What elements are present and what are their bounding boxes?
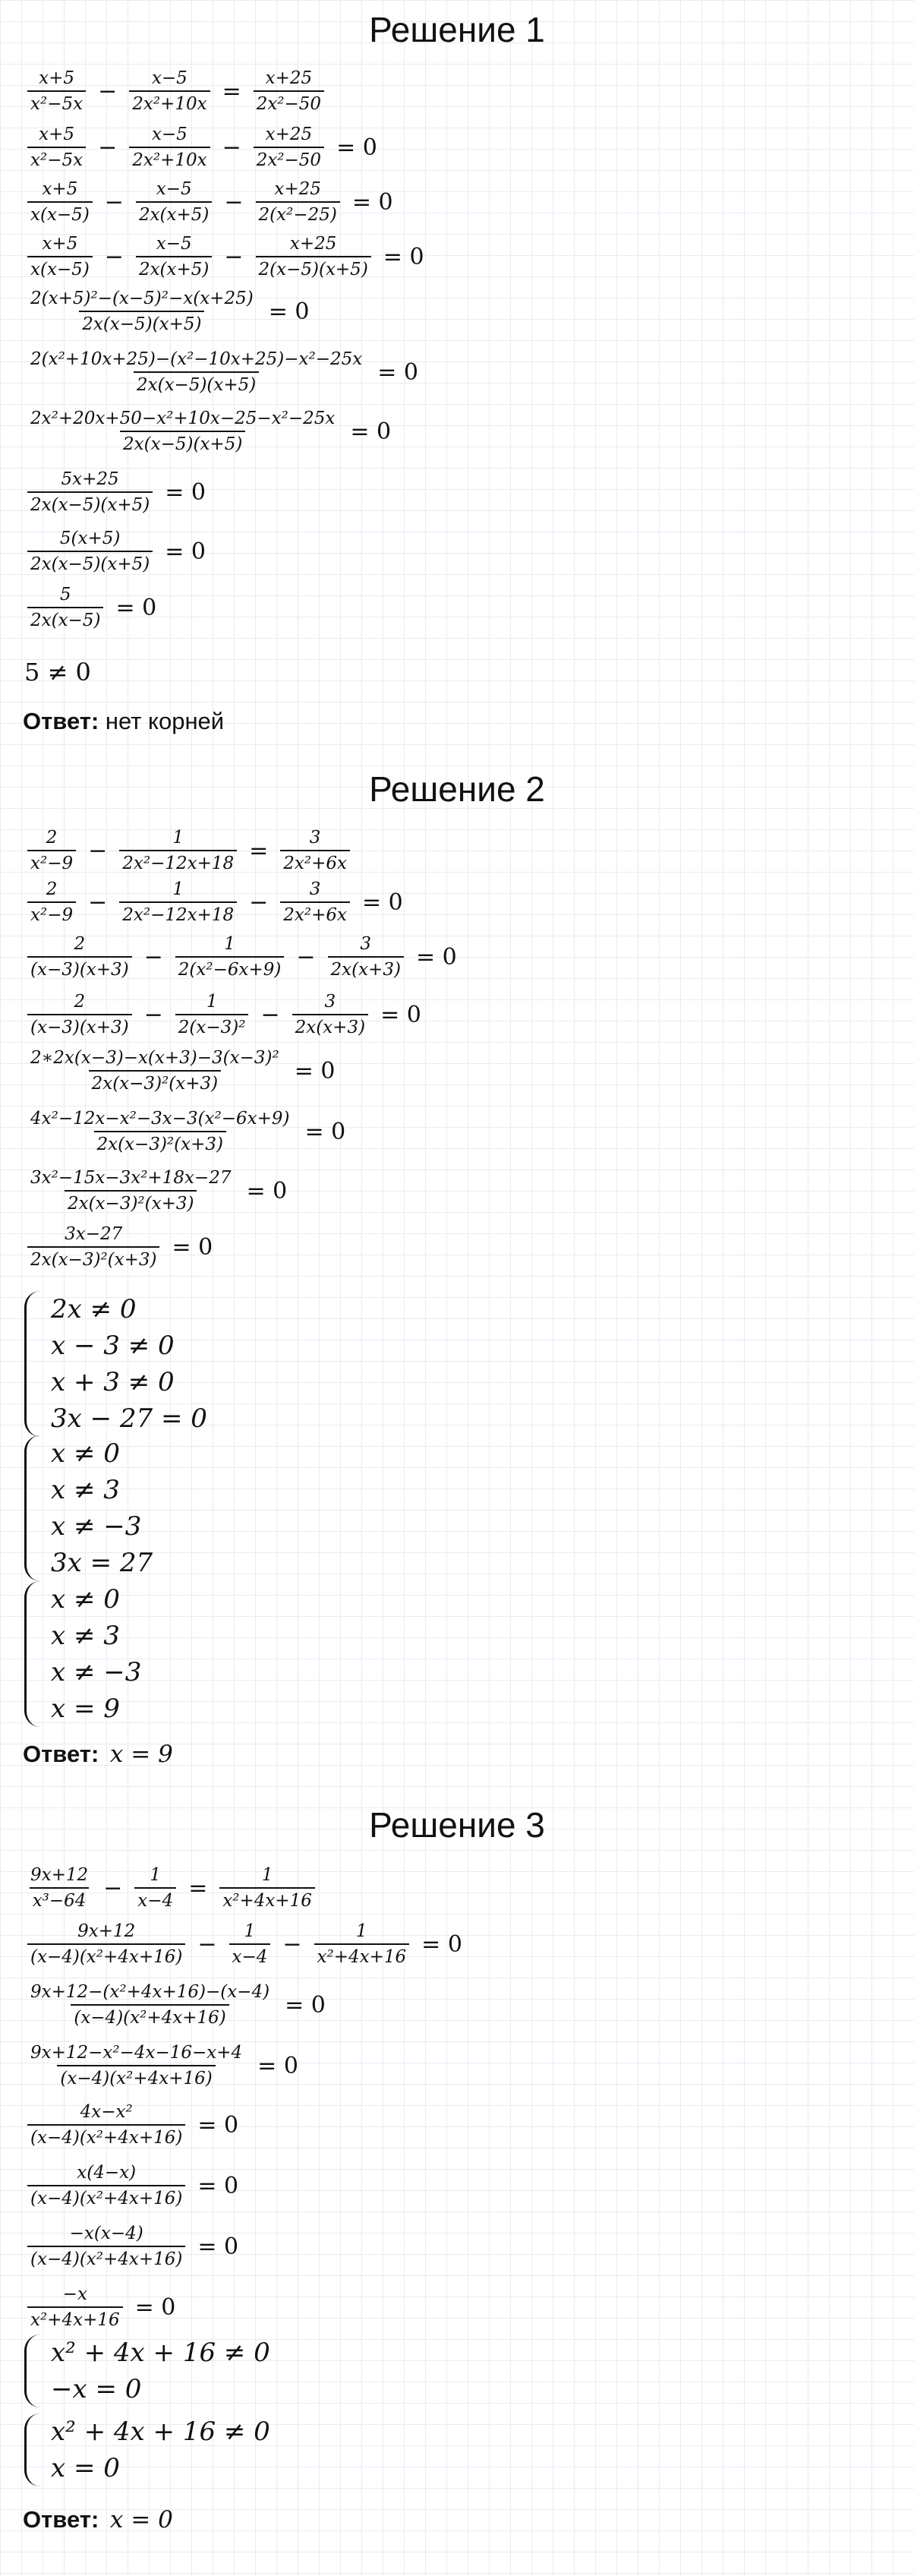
numerator: x(4−x) (77, 2163, 137, 2183)
fraction (27, 934, 132, 980)
denominator: (x−4)(x²+4x+16) (27, 2124, 185, 2148)
equation-line (24, 2043, 307, 2088)
operator: = 0 (285, 1991, 326, 2019)
system-row: x ≠ 0 (51, 1584, 120, 1615)
fraction (27, 2224, 185, 2269)
operator: = 0 (383, 243, 424, 270)
equation-line (24, 1982, 335, 2028)
denominator: (x−3)(x+3) (27, 1014, 132, 1037)
system-row: x ≠ 3 (51, 1621, 120, 1651)
fraction (27, 469, 153, 515)
fraction (27, 125, 86, 170)
denominator: (x−4)(x²+4x+16) (57, 2065, 215, 2088)
operator: = 0 (197, 2111, 239, 2139)
equation-line (24, 1865, 318, 1911)
numerator: 2x²+20x+50−x²+10x−25−x²−25x (30, 409, 336, 428)
numerator: −x(x−4) (69, 2224, 143, 2243)
numerator: 2 (74, 992, 86, 1012)
operator: = 0 (257, 2052, 298, 2079)
fraction (256, 234, 371, 279)
system-row: x − 3 ≠ 0 (51, 1331, 175, 1361)
answer-value: x = 0 (109, 2506, 173, 2533)
system-row: x ≠ −3 (51, 1657, 142, 1687)
equation-line (24, 529, 215, 574)
brace (24, 1291, 40, 1437)
operator: − (143, 943, 163, 971)
operator: = 0 (246, 1177, 288, 1204)
fraction (27, 828, 76, 873)
equation-line (24, 1224, 222, 1270)
operator: − (104, 243, 124, 270)
equation-line (24, 992, 430, 1037)
operator: = 0 (172, 1233, 213, 1261)
fraction (27, 1109, 293, 1154)
operator: − (249, 889, 269, 916)
operator: − (88, 837, 108, 864)
numerator: 2(x²+10x+25)−(x²−10x+25)−x²−25x (30, 349, 363, 369)
solution-2-system-2 (24, 1435, 153, 1581)
fraction (129, 68, 210, 114)
numerator: 2 (74, 934, 86, 954)
fraction (27, 2102, 185, 2148)
equation-line (24, 289, 318, 334)
numerator: 2∗2x(x−3)−x(x+3)−3(x−3)² (30, 1048, 279, 1068)
equation-line (24, 349, 427, 395)
denominator: 2x²−12x+18 (119, 850, 237, 873)
operator: − (98, 77, 118, 105)
equation-line (24, 179, 402, 225)
brace (24, 1435, 40, 1581)
equation-line (24, 1048, 344, 1094)
fraction (27, 1982, 273, 2028)
denominator: (x−4)(x²+4x+16) (71, 2004, 228, 2028)
system-row: x² + 4x + 16 ≠ 0 (51, 2417, 270, 2447)
operator: − (103, 1874, 123, 1902)
fraction (254, 68, 324, 114)
denominator: 2x²+10x (129, 90, 210, 114)
numerator: 1 (172, 828, 184, 848)
system-row: 3x = 27 (51, 1548, 153, 1578)
numerator: 2 (46, 879, 58, 899)
fraction (292, 992, 368, 1037)
answer-label: Ответ: (23, 1741, 99, 1767)
fraction (27, 179, 93, 225)
equation-line (24, 68, 327, 114)
solution-2-title: Решение 2 (369, 769, 545, 809)
numerator: 5 (59, 585, 71, 605)
operator: − (282, 1930, 302, 1958)
numerator: 5x+25 (61, 469, 119, 489)
fraction (27, 409, 338, 454)
operator: = (188, 1874, 208, 1902)
denominator: 2x(x−5)(x+5) (120, 431, 245, 454)
solution-1-answer (23, 708, 224, 735)
fraction (27, 1921, 185, 1967)
denominator: 2x(x−3)²(x+3) (89, 1070, 221, 1094)
numerator: 1 (261, 1865, 273, 1885)
fraction (134, 1865, 176, 1911)
denominator: 2x²−50 (254, 90, 324, 114)
operator: = 0 (197, 2172, 239, 2199)
equation-line (24, 2163, 247, 2208)
denominator: 2x²−12x+18 (119, 901, 237, 925)
denominator: x²−5x (27, 147, 86, 170)
fraction (280, 879, 350, 925)
numerator: 1 (224, 934, 235, 954)
operator: − (296, 943, 316, 971)
solution-1-title: Решение 1 (369, 10, 545, 49)
fraction (27, 349, 365, 395)
denominator: x³−64 (30, 1887, 90, 1911)
operator: − (88, 889, 108, 916)
denominator: x²+4x+16 (314, 1943, 410, 1967)
fraction (129, 125, 210, 170)
operator: = 0 (304, 1118, 346, 1145)
operator: − (224, 188, 244, 216)
system-row: x + 3 ≠ 0 (51, 1367, 175, 1397)
solution-1-conclusion: 5 ≠ 0 (24, 658, 91, 687)
fraction (119, 879, 237, 925)
numerator: x+25 (289, 234, 337, 254)
numerator: 3 (309, 828, 321, 848)
equation-line (24, 234, 433, 279)
system-row: x ≠ 3 (51, 1475, 120, 1505)
operator: = (222, 77, 241, 105)
denominator: 2x(x−5)(x+5) (134, 371, 259, 395)
fraction (27, 1168, 234, 1214)
denominator: 2x(x+3) (328, 956, 404, 980)
operator: − (143, 1001, 163, 1028)
operator: = 0 (421, 1930, 462, 1958)
denominator: 2(x−3)² (175, 1014, 249, 1037)
numerator: 3 (324, 992, 336, 1012)
system-row: 3x − 27 = 0 (51, 1403, 207, 1434)
denominator: 2(x²−25) (256, 201, 340, 225)
denominator: x²−9 (27, 850, 76, 873)
solution-3-answer (23, 2506, 173, 2533)
denominator: 2x²+10x (129, 147, 210, 170)
numerator: 5(x+5) (59, 529, 121, 548)
numerator: 9x+12−(x²+4x+16)−(x−4) (30, 1982, 270, 2002)
numerator: 4x²−12x−x²−3x−3(x²−6x+9) (30, 1109, 290, 1129)
numerator: 4x−x² (80, 2102, 133, 2122)
equation-line (24, 585, 165, 630)
denominator: (x−3)(x+3) (27, 956, 132, 980)
denominator: x(x−5) (27, 256, 93, 279)
equation-line (24, 2224, 247, 2269)
denominator: 2x(x+5) (136, 256, 212, 279)
operator: = 0 (350, 418, 392, 445)
operator: − (197, 1930, 217, 1958)
denominator: 2x(x−5)(x+5) (27, 491, 153, 515)
operator: = (249, 837, 269, 864)
fraction (27, 2043, 245, 2088)
equation-line (24, 2284, 184, 2330)
operator: = 0 (351, 188, 393, 216)
operator: = 0 (165, 538, 206, 565)
denominator: (x−4)(x²+4x+16) (27, 2185, 185, 2208)
fraction (27, 585, 103, 630)
fraction (219, 1865, 315, 1911)
system-row: x² + 4x + 16 ≠ 0 (51, 2338, 270, 2368)
operator: = 0 (294, 1057, 336, 1084)
fraction (175, 992, 249, 1037)
denominator: x−4 (134, 1887, 176, 1911)
equation-line (24, 409, 400, 454)
system-row: x = 9 (51, 1694, 120, 1724)
fraction (27, 2284, 123, 2330)
operator: − (260, 1001, 280, 1028)
operator: − (222, 134, 241, 161)
answer-value: нет корней (105, 708, 225, 734)
numerator: 1 (356, 1921, 367, 1941)
denominator: 2x²−50 (254, 147, 324, 170)
numerator: x−5 (151, 125, 188, 144)
fraction (256, 179, 340, 225)
operator: − (224, 243, 244, 270)
denominator: 2(x−5)(x+5) (256, 256, 371, 279)
operator: = 0 (361, 889, 403, 916)
denominator: 2x(x−5)(x+5) (79, 311, 204, 334)
equation-line (24, 1168, 296, 1214)
solution-3-system-1 (24, 2334, 270, 2407)
fraction (27, 234, 93, 279)
numerator: 1 (150, 1865, 162, 1885)
operator: = 0 (380, 1001, 421, 1028)
numerator: 2 (46, 828, 58, 848)
equation-line (24, 469, 215, 515)
system-row: 2x ≠ 0 (51, 1294, 137, 1324)
numerator: 9x+12 (77, 1921, 136, 1941)
fraction (119, 828, 237, 873)
denominator: (x−4)(x²+4x+16) (27, 1943, 185, 1967)
numerator: x−5 (156, 234, 192, 254)
equation-line (24, 125, 386, 170)
numerator: x+5 (39, 125, 74, 144)
fraction (27, 68, 86, 114)
numerator: x+5 (42, 179, 78, 199)
system-row: x ≠ −3 (51, 1511, 142, 1542)
denominator: 2x(x−5) (27, 607, 103, 630)
denominator: x−4 (229, 1943, 271, 1967)
brace (24, 1581, 40, 1727)
answer-label: Ответ: (23, 2506, 99, 2533)
denominator: 2x(x−3)²(x+3) (94, 1131, 226, 1154)
numerator: 3 (309, 879, 321, 899)
fraction (229, 1921, 271, 1967)
solution-2-system-1 (24, 1291, 207, 1437)
solution-2-system-3 (24, 1581, 141, 1727)
fraction (136, 234, 212, 279)
numerator: 9x+12−x²−4x−16−x+4 (30, 2043, 243, 2063)
fraction (27, 879, 76, 925)
operator: = 0 (115, 594, 157, 621)
solution-3-system-2 (24, 2413, 270, 2486)
numerator: 1 (244, 1921, 256, 1941)
fraction (27, 992, 132, 1037)
system-row: x = 0 (51, 2453, 120, 2483)
numerator: 9x+12 (30, 1865, 89, 1885)
numerator: 2(x+5)²−(x−5)²−x(x+25) (30, 289, 254, 308)
solution-3-title: Решение 3 (369, 1805, 545, 1845)
numerator: x−5 (151, 68, 188, 88)
denominator: 2x(x−3)²(x+3) (65, 1190, 197, 1214)
equation-line (24, 934, 466, 980)
numerator: 3 (360, 934, 372, 954)
operator: = 0 (415, 943, 457, 971)
fraction (314, 1921, 410, 1967)
denominator: (x−4)(x²+4x+16) (27, 2246, 185, 2269)
fraction (27, 1048, 282, 1094)
numerator: 3x²−15x−3x²+18x−27 (30, 1168, 232, 1188)
numerator: x+5 (42, 234, 78, 254)
denominator: x²−5x (27, 90, 86, 114)
fraction (175, 934, 285, 980)
answer-label: Ответ: (23, 708, 99, 734)
denominator: x²+4x+16 (219, 1887, 315, 1911)
denominator: 2x(x+5) (136, 201, 212, 225)
operator: = 0 (134, 2293, 176, 2321)
fraction (254, 125, 324, 170)
equation-line (24, 1109, 355, 1154)
denominator: x(x−5) (27, 201, 93, 225)
operator: − (98, 134, 118, 161)
numerator: x+5 (39, 68, 74, 88)
denominator: 2(x²−6x+9) (175, 956, 285, 980)
operator: = 0 (336, 134, 377, 161)
system-row: x ≠ 0 (51, 1438, 120, 1469)
fraction (27, 1865, 91, 1911)
equation-line (24, 1921, 471, 1967)
fraction (27, 289, 257, 334)
fraction (136, 179, 212, 225)
equation-line (24, 828, 353, 873)
fraction (280, 828, 350, 873)
fraction (328, 934, 404, 980)
equation-line (24, 879, 412, 925)
system-row: −x = 0 (51, 2374, 142, 2404)
brace (24, 2413, 40, 2486)
fraction (27, 2163, 185, 2208)
answer-value: x = 9 (109, 1741, 173, 1768)
numerator: x+25 (265, 68, 313, 88)
equation-line (24, 2102, 247, 2148)
operator: = 0 (165, 478, 206, 506)
brace (24, 2334, 40, 2407)
operator: − (104, 188, 124, 216)
denominator: 2x(x−3)²(x+3) (27, 1246, 159, 1270)
solution-2-answer (23, 1741, 173, 1768)
denominator: 2x(x−5)(x+5) (27, 551, 153, 574)
operator: = 0 (268, 298, 310, 325)
numerator: 3x−27 (65, 1224, 123, 1244)
fraction (27, 529, 153, 574)
fraction (27, 1224, 159, 1270)
denominator: 2x²+6x (280, 901, 350, 925)
numerator: x+25 (265, 125, 313, 144)
denominator: x²+4x+16 (27, 2306, 123, 2330)
numerator: x+25 (274, 179, 321, 199)
denominator: x²−9 (27, 901, 76, 925)
operator: = 0 (377, 358, 419, 386)
numerator: −x (62, 2284, 87, 2304)
numerator: 1 (206, 992, 218, 1012)
numerator: 1 (172, 879, 184, 899)
denominator: 2x²+6x (280, 850, 350, 873)
denominator: 2x(x+3) (292, 1014, 368, 1037)
numerator: x−5 (156, 179, 192, 199)
operator: = 0 (197, 2233, 239, 2260)
